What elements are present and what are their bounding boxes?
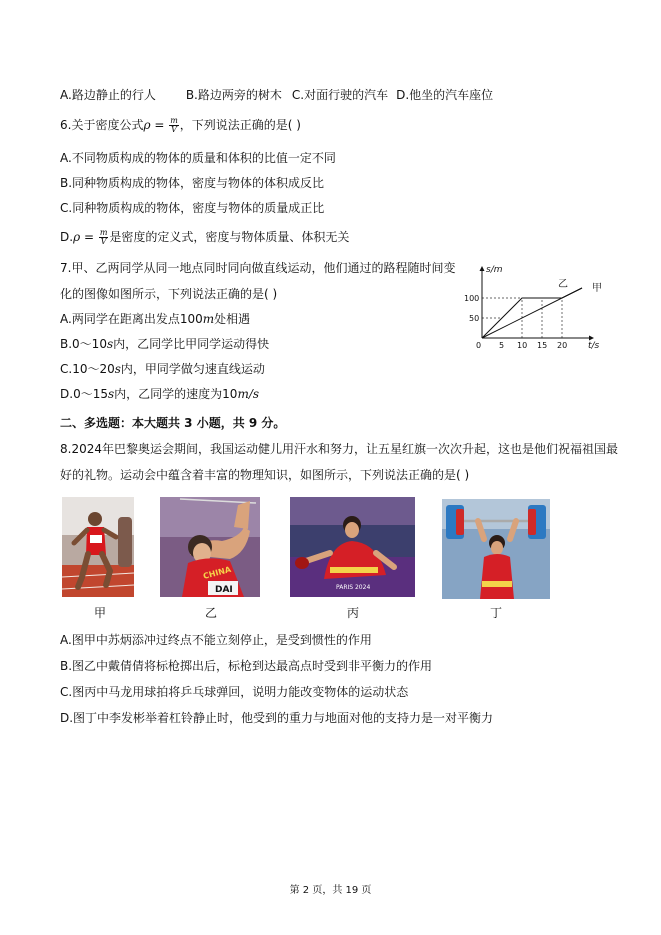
table-tennis-banner-text: PARIS 2024	[336, 584, 371, 591]
x-tick-label-5: 5	[499, 341, 505, 350]
caption-jia: 甲	[93, 606, 106, 620]
formula-eq: =	[150, 118, 169, 132]
x-axis-label: t/s	[588, 341, 600, 351]
q6-stem-tail: ，下列说法正确的是( )	[179, 118, 301, 132]
q6-option-c: C.同种物质构成的物体，密度与物体的质量成正比	[60, 201, 325, 215]
q5-option-a: A.路边静止的行人	[60, 88, 156, 102]
caption-bing: 丙	[346, 606, 359, 620]
formula-denominator: V	[100, 237, 107, 246]
q5-option-c: C.对面行驶的汽车	[291, 88, 389, 102]
series-label-jia: 甲	[592, 282, 602, 294]
q8-stem-line2: 好的礼物。运动会中蕴含着丰富的物理知识，如图所示，下列说法正确的是( )	[60, 468, 470, 482]
q7-d-value-unit: m/s	[237, 387, 260, 401]
series-line-1	[482, 288, 582, 338]
q7-option-d	[60, 386, 259, 402]
q7-d-range: 0～15	[73, 387, 108, 401]
caption-ding: 丁	[489, 606, 502, 620]
weightlifting-illustration	[442, 499, 550, 599]
x-axis-arrow	[589, 336, 594, 341]
q7-b-text: 内，乙同学比甲同学运动得快	[113, 337, 270, 351]
q7-a-tail: 处相遇	[214, 312, 251, 326]
q8-option-d: D.图丁中李发彬举着杠铃静止时，他受到的重力与地面对他的支持力是一对平衡力	[60, 711, 494, 725]
y-tick-label-100: 100	[464, 294, 480, 303]
q7-option-c	[60, 361, 265, 377]
q7-c-unit: s	[114, 362, 121, 376]
q5-option-d: D.他坐的汽车座位	[396, 88, 494, 102]
q8-option-b: B.图乙中戴倩倩将标枪掷出后，标枪到达最高点时受到非平衡力的作用	[60, 659, 433, 673]
section-title: 二、多选题：本大题共 3 小题，共 9 分。	[60, 416, 286, 430]
formula-rho: ρ	[143, 118, 151, 132]
formula-rho: ρ	[73, 230, 81, 244]
javelin-bib-text: DAI	[215, 585, 233, 595]
q7-d-text: 内，乙同学的速度为	[114, 387, 223, 401]
q6-option-b: B.同种物质构成的物体，密度与物体的体积成反比	[60, 176, 325, 190]
formula-fraction	[169, 117, 179, 134]
q6-d-label: D.	[60, 230, 74, 244]
y-axis-arrow	[480, 266, 485, 271]
q8-option-c: C.图丙中马龙用球拍将乒乓球弹回，说明力能改变物体的运动状态	[60, 685, 409, 699]
x-tick-label-10: 10	[517, 341, 528, 350]
q7-a-text: A.两同学在距离出发点	[60, 312, 180, 326]
q8-stem-line1: 8.2024年巴黎奥运会期间，我国运动健儿用汗水和努力，让五星红旗一次次升起，这也是他们祝福祖国最	[60, 442, 618, 456]
photo-javelin	[160, 497, 260, 597]
q7-c-label: C.	[60, 362, 73, 376]
q7-b-unit: s	[106, 337, 114, 351]
q7-b-label: B.	[60, 337, 73, 351]
q6-option-a: A.不同物质构成的物体的质量和体积的比值一定不同	[60, 151, 336, 165]
javelin-shirt-text: CHINA	[202, 564, 232, 581]
javelin-illustration	[160, 497, 260, 597]
q7-d-label: D.	[60, 387, 74, 401]
q7-option-b	[60, 336, 269, 352]
q7-a-value: 100	[179, 312, 203, 326]
table-tennis-illustration	[290, 497, 415, 597]
q7-d-value: 10	[222, 387, 238, 401]
series-label-yi: 乙	[558, 278, 568, 290]
q7-c-range: 10～20	[72, 362, 115, 376]
q7-b-range: 0～10	[72, 337, 107, 351]
q6-d-text: 是密度的定义式，密度与物体质量、体积无关	[109, 230, 350, 244]
photo-weightlifting	[442, 499, 550, 599]
x-tick-label-0: 0	[476, 341, 482, 350]
q6-stem	[60, 117, 301, 134]
formula-denominator: V	[171, 125, 177, 134]
page-footer: 第 2 页，共 19 页	[289, 885, 372, 896]
x-tick-label-20: 20	[557, 341, 568, 350]
q7-a-unit: m	[202, 312, 215, 326]
q8-option-a: A.图甲中苏炳添冲过终点不能立刻停止，是受到惯性的作用	[60, 633, 372, 647]
formula-fraction	[99, 229, 109, 246]
x-tick-label-15: 15	[537, 341, 548, 350]
photo-table-tennis	[290, 497, 415, 597]
q5-option-b: B.路边两旁的树木	[185, 88, 282, 102]
q6-option-d	[60, 229, 349, 246]
y-tick-label-50: 50	[469, 314, 480, 323]
q6-stem-text: 6.关于密度公式	[60, 118, 144, 132]
formula-numerator: m	[99, 228, 108, 237]
q7-stem-line2: 化的图像如图所示，下列说法正确的是( )	[60, 287, 278, 301]
caption-yi: 乙	[204, 606, 217, 620]
q7-d-unit: s	[107, 387, 115, 401]
q7-c-text: 内，甲同学做匀速直线运动	[120, 362, 265, 376]
q7-option-a	[60, 311, 250, 327]
sprinter-illustration	[62, 497, 134, 597]
formula-eq: =	[80, 230, 98, 244]
photo-sprinter	[62, 497, 134, 597]
y-axis-label: s/m	[486, 265, 503, 275]
distance-time-chart	[458, 255, 608, 355]
q5-options-row	[60, 87, 493, 103]
formula-numerator: m	[170, 116, 178, 125]
q7-stem-line1: 7.甲、乙两同学从同一地点同时同向做直线运动，他们通过的路程随时间变	[60, 261, 456, 275]
